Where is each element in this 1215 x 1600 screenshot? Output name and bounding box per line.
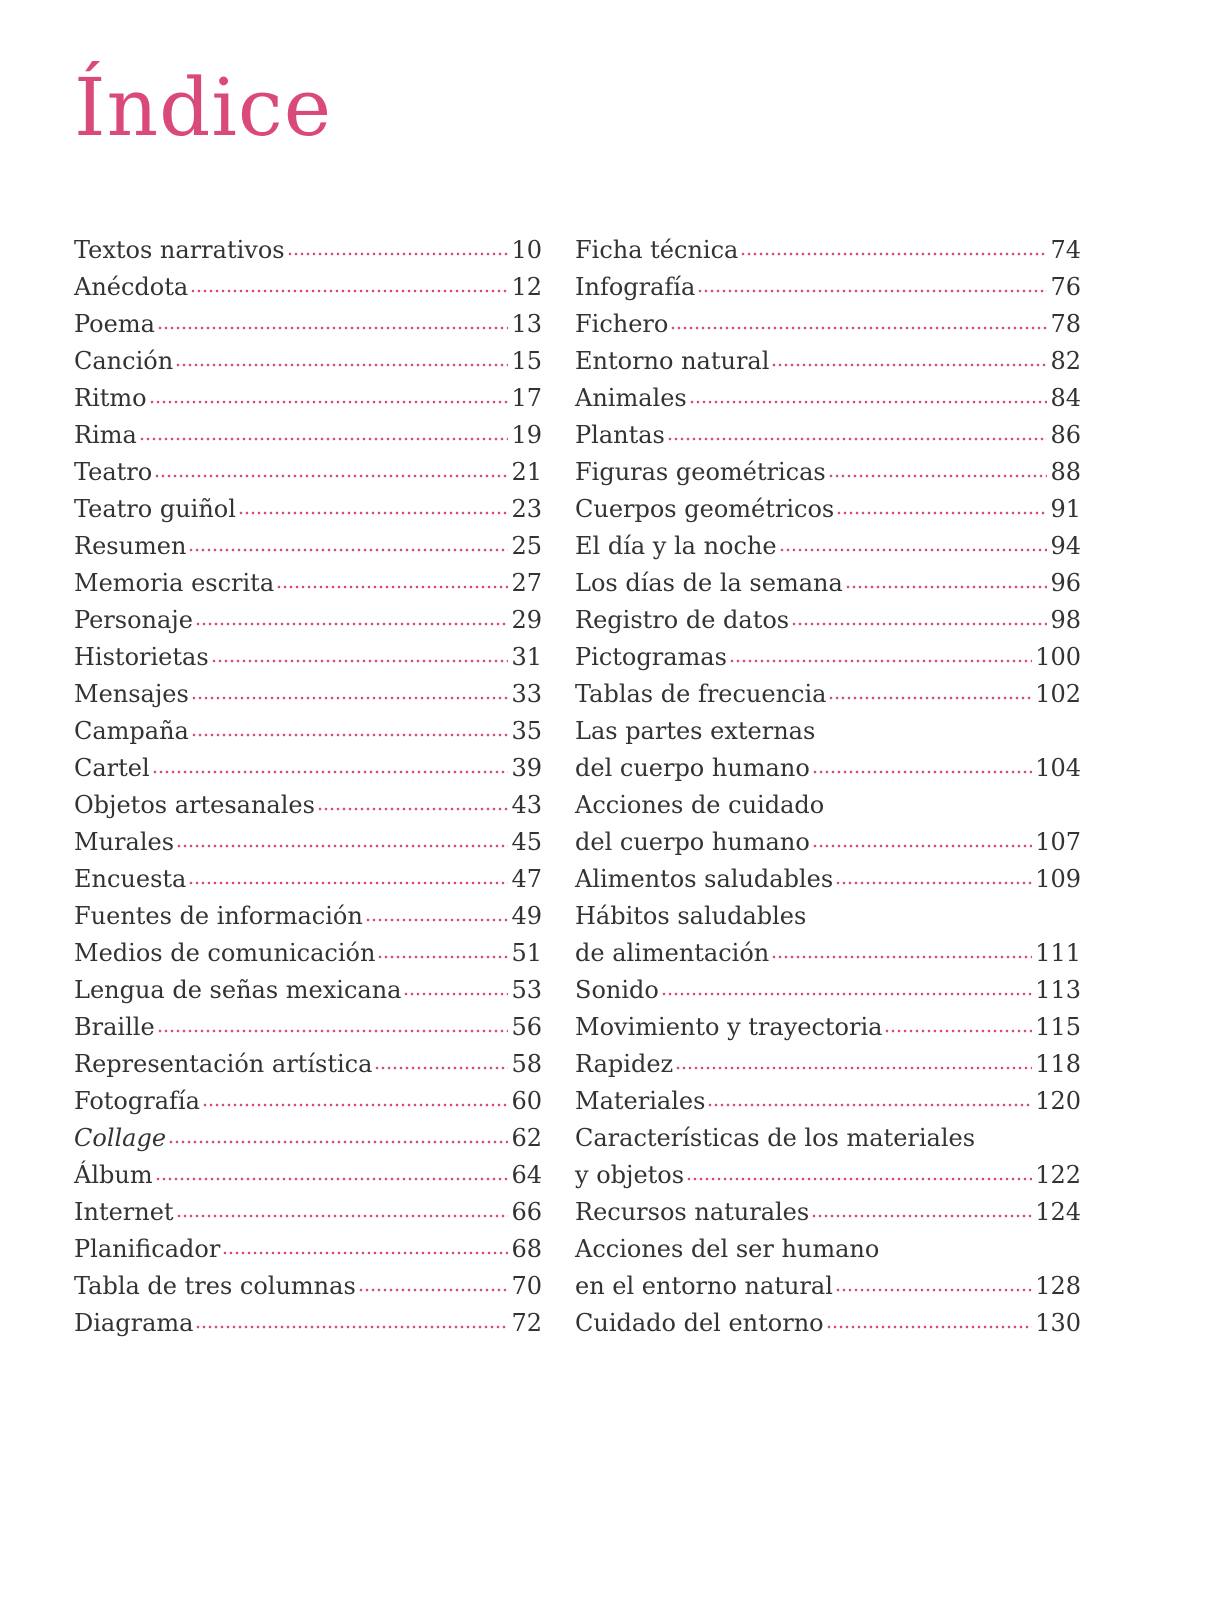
dotted-leader (791, 621, 1047, 627)
toc-entry-row (74, 454, 542, 491)
toc-item (575, 1194, 1081, 1231)
dotted-leader (202, 1102, 509, 1108)
toc-entry-row (74, 1120, 542, 1157)
toc-item-title: Entorno natural (575, 347, 770, 375)
toc-entry-row (74, 343, 542, 380)
toc-entry-row (74, 972, 542, 1009)
toc-item (74, 1157, 542, 1194)
toc-item (575, 269, 1081, 306)
toc-item-page-number: 43 (511, 791, 542, 819)
toc-entry-row (575, 1157, 1081, 1194)
toc-item (74, 232, 542, 269)
dotted-leader (707, 1102, 1032, 1108)
toc-entry-row (74, 898, 542, 935)
toc-item-title: Poema (74, 310, 155, 338)
toc-item-title: Canción (74, 347, 174, 375)
dotted-leader (157, 325, 509, 331)
toc-item-title: Plantas (575, 421, 665, 449)
toc-left-column (74, 232, 542, 1342)
toc-item (74, 269, 542, 306)
toc-entry-row (575, 602, 1081, 639)
toc-item-title: Memoria escrita (74, 569, 275, 597)
dotted-leader (222, 1250, 508, 1256)
toc-item (74, 1194, 542, 1231)
toc-entry-row (575, 1083, 1081, 1120)
toc-entry-row (575, 1009, 1081, 1046)
dotted-leader (176, 1213, 509, 1219)
toc-item-page-number: 10 (511, 236, 542, 264)
toc-item-title: Campaña (74, 717, 189, 745)
dotted-leader (191, 732, 509, 738)
toc-entry-row (575, 861, 1081, 898)
toc-item-title: Recursos naturales (575, 1198, 810, 1226)
toc-item-page-number: 113 (1035, 976, 1081, 1004)
toc-item (74, 1268, 542, 1305)
toc-item (74, 1083, 542, 1120)
dotted-leader (667, 436, 1048, 442)
toc-item-page-number: 128 (1035, 1272, 1081, 1300)
toc-item-page-number: 21 (511, 458, 542, 486)
toc-entry-row (74, 417, 542, 454)
toc-item-page-number: 51 (511, 939, 542, 967)
dotted-leader (155, 1176, 509, 1182)
toc-entry-row (575, 972, 1081, 1009)
toc-item (74, 343, 542, 380)
toc-item (74, 787, 542, 824)
dotted-leader (845, 584, 1048, 590)
dotted-leader (826, 1324, 1033, 1330)
toc-item-title: Figuras geométricas (575, 458, 826, 486)
dotted-leader (811, 1213, 1032, 1219)
toc-entry-row (74, 935, 542, 972)
toc-item-title-line: Acciones de cuidado (575, 791, 825, 819)
toc-item-page-number: 27 (511, 569, 542, 597)
toc-item (575, 454, 1081, 491)
toc-entry-row (74, 1231, 542, 1268)
toc-item-title: Sonido (575, 976, 659, 1004)
toc-item-title: Materiales (575, 1087, 706, 1115)
toc-entry-row (74, 676, 542, 713)
dotted-leader (377, 954, 508, 960)
dotted-leader (771, 954, 1032, 960)
toc-item (74, 824, 542, 861)
toc-item-title: Lengua de señas mexicana (74, 976, 402, 1004)
toc-item-title: Collage (74, 1124, 167, 1152)
toc-entry-row (74, 602, 542, 639)
dotted-leader (176, 843, 508, 849)
dotted-leader (149, 399, 509, 405)
toc-item-page-number: 118 (1035, 1050, 1081, 1078)
dotted-leader (191, 695, 509, 701)
dotted-leader (195, 621, 509, 627)
toc-item-title: Infografía (575, 273, 696, 301)
toc-item-title: Fotografía (74, 1087, 200, 1115)
dotted-leader (828, 473, 1048, 479)
toc-item (575, 676, 1081, 713)
toc-item-title-line: Características de los materiales (575, 1124, 976, 1152)
toc-item-title: del cuerpo humano (575, 828, 810, 856)
toc-entry-row (575, 565, 1081, 602)
toc-item-page-number: 64 (511, 1161, 542, 1189)
toc-item (74, 1046, 542, 1083)
toc-item-page-number: 115 (1035, 1013, 1081, 1041)
toc-item-title: de alimentación (575, 939, 770, 967)
toc-entry-row (74, 1009, 542, 1046)
toc-item-page-number: 15 (511, 347, 542, 375)
toc-item (74, 417, 542, 454)
toc-item-page-number: 29 (511, 606, 542, 634)
toc-item-title: Braille (74, 1013, 155, 1041)
toc-entry-row (74, 269, 542, 306)
dotted-leader (835, 880, 1032, 886)
toc-entry-row (575, 750, 1081, 787)
toc-item (74, 306, 542, 343)
dotted-leader (211, 658, 509, 664)
toc-entry-row (74, 861, 542, 898)
toc-item-title: Historietas (74, 643, 209, 671)
toc-item-title: Ritmo (74, 384, 147, 412)
toc-item-page-number: 82 (1050, 347, 1081, 375)
toc-item-title: Planificador (74, 1235, 221, 1263)
toc-item-page-number: 49 (511, 902, 542, 930)
dotted-leader (157, 1028, 509, 1034)
toc-item-page-number: 70 (511, 1272, 542, 1300)
toc-item-page-number: 56 (511, 1013, 542, 1041)
toc-item-page-number: 130 (1035, 1309, 1081, 1337)
dotted-leader (287, 251, 509, 257)
toc-item-title: Rima (74, 421, 137, 449)
toc-item (575, 787, 1081, 861)
toc-item (74, 639, 542, 676)
dotted-leader (195, 1324, 508, 1330)
toc-entry-row (74, 1083, 542, 1120)
dotted-leader (175, 362, 508, 368)
dotted-leader (661, 991, 1032, 997)
dotted-leader (686, 1176, 1032, 1182)
toc-item-title: Encuesta (74, 865, 187, 893)
toc-item (575, 306, 1081, 343)
dotted-leader (828, 695, 1032, 701)
toc-item-page-number: 76 (1050, 273, 1081, 301)
toc-item-title: Pictogramas (575, 643, 727, 671)
dotted-leader (729, 658, 1032, 664)
dotted-leader (779, 547, 1048, 553)
dotted-leader (168, 1139, 508, 1145)
toc-item (575, 1305, 1081, 1342)
toc-item (74, 676, 542, 713)
toc-item-title: Animales (575, 384, 687, 412)
toc-item (575, 1009, 1081, 1046)
toc-item-title: en el entorno natural (575, 1272, 833, 1300)
toc-entry-row (575, 676, 1081, 713)
toc-item-title: Cartel (74, 754, 150, 782)
toc-entry-row (74, 380, 542, 417)
dotted-leader (812, 769, 1032, 775)
toc-item (74, 713, 542, 750)
toc-item-page-number: 74 (1050, 236, 1081, 264)
toc-entry-row (575, 1268, 1081, 1305)
toc-item-page-number: 78 (1050, 310, 1081, 338)
toc-item-title: Medios de comunicación (74, 939, 376, 967)
toc-item-page-number: 102 (1035, 680, 1081, 708)
toc-item-title: Teatro guiñol (74, 495, 236, 523)
toc-item-title: y objetos (575, 1161, 685, 1189)
toc-item (74, 972, 542, 1009)
toc-entry-row (74, 639, 542, 676)
toc-item-page-number: 66 (511, 1198, 542, 1226)
toc-entry-row (575, 269, 1081, 306)
toc-item-page-number: 47 (511, 865, 542, 893)
toc-item-title: Ficha técnica (575, 236, 739, 264)
toc-entry-row (575, 343, 1081, 380)
toc-entry-row (575, 232, 1081, 269)
toc-entry-row (74, 232, 542, 269)
dotted-leader (835, 1287, 1032, 1293)
toc-entry-row (575, 380, 1081, 417)
toc-entry-row (575, 824, 1081, 861)
toc-item-title: Anécdota (74, 273, 189, 301)
dotted-leader (884, 1028, 1032, 1034)
toc-item-page-number: 45 (511, 828, 542, 856)
toc-entry-row (74, 565, 542, 602)
toc-item (575, 1231, 1081, 1305)
toc-item-title: Objetos artesanales (74, 791, 315, 819)
toc-item-page-number: 111 (1035, 939, 1081, 967)
toc-entry-row (74, 1194, 542, 1231)
toc-item-title: Tabla de tres columnas (74, 1272, 356, 1300)
toc-entry-row (74, 1157, 542, 1194)
toc-item (74, 861, 542, 898)
toc-entry-row (575, 528, 1081, 565)
dotted-leader (670, 325, 1047, 331)
toc-item-title: Internet (74, 1198, 174, 1226)
toc-item-page-number: 12 (511, 273, 542, 301)
toc-item-page-number: 122 (1035, 1161, 1081, 1189)
toc-item-title: Tablas de frecuencia (575, 680, 827, 708)
toc-item-page-number: 17 (511, 384, 542, 412)
toc-item-page-number: 94 (1050, 532, 1081, 560)
toc-item-title: del cuerpo humano (575, 754, 810, 782)
toc-item-page-number: 13 (511, 310, 542, 338)
toc-item-title: Personaje (74, 606, 193, 634)
toc-item-title: Fuentes de información (74, 902, 363, 930)
dotted-leader (403, 991, 508, 997)
toc-entry-row (74, 528, 542, 565)
toc-item (74, 750, 542, 787)
toc-item (575, 1120, 1081, 1194)
toc-item-title: Registro de datos (575, 606, 790, 634)
toc-entry-row (74, 1046, 542, 1083)
toc-item (575, 602, 1081, 639)
toc-entry-row (575, 1194, 1081, 1231)
toc-item-page-number: 86 (1050, 421, 1081, 449)
toc-entry-row (74, 306, 542, 343)
toc-item-page-number: 107 (1035, 828, 1081, 856)
toc-item-page-number: 60 (511, 1087, 542, 1115)
toc-item-page-number: 104 (1035, 754, 1081, 782)
toc-item-page-number: 39 (511, 754, 542, 782)
toc-item-page-number: 23 (511, 495, 542, 523)
toc-item-page-number: 53 (511, 976, 542, 1004)
dotted-leader (675, 1065, 1032, 1071)
toc-item-page-number: 68 (511, 1235, 542, 1263)
toc-item-page-number: 62 (511, 1124, 542, 1152)
dotted-leader (365, 917, 509, 923)
toc-entry-row (74, 491, 542, 528)
dotted-leader (276, 584, 508, 590)
dotted-leader (740, 251, 1047, 257)
toc-item-title: Alimentos saludables (575, 865, 834, 893)
toc-item (74, 602, 542, 639)
toc-item (74, 1231, 542, 1268)
toc-item (575, 380, 1081, 417)
toc-entry-row (575, 306, 1081, 343)
toc-entry-row (575, 491, 1081, 528)
toc-item (575, 528, 1081, 565)
toc-item-page-number: 31 (511, 643, 542, 671)
toc-item-page-number: 96 (1050, 569, 1081, 597)
toc-item-title: El día y la noche (575, 532, 777, 560)
toc-item (575, 713, 1081, 787)
toc-item-page-number: 84 (1050, 384, 1081, 412)
dotted-leader (238, 510, 509, 516)
toc-item-title: Teatro (74, 458, 153, 486)
toc-item (74, 454, 542, 491)
toc-entry-row (74, 1305, 542, 1342)
toc-item-page-number: 72 (511, 1309, 542, 1337)
dotted-leader (190, 288, 508, 294)
toc-entry-row (575, 417, 1081, 454)
dotted-leader (374, 1065, 508, 1071)
toc-item-title: Representación artística (74, 1050, 373, 1078)
toc-item (575, 1046, 1081, 1083)
toc-entry-row (575, 454, 1081, 491)
toc-item (575, 565, 1081, 602)
toc-entry-row (74, 750, 542, 787)
toc-item (74, 565, 542, 602)
toc-item-title: Los días de la semana (575, 569, 843, 597)
toc-item-title: Resumen (74, 532, 187, 560)
toc-item (74, 898, 542, 935)
toc-item-title: Fichero (575, 310, 669, 338)
dotted-leader (697, 288, 1047, 294)
dotted-leader (139, 436, 509, 442)
toc-item (74, 1305, 542, 1342)
toc-right-column (575, 232, 1081, 1342)
toc-item-page-number: 120 (1035, 1087, 1081, 1115)
toc-item (575, 343, 1081, 380)
toc-item-title: Movimiento y trayectoria (575, 1013, 883, 1041)
dotted-leader (812, 843, 1032, 849)
toc-item (575, 491, 1081, 528)
toc-item (575, 1083, 1081, 1120)
toc-item-page-number: 109 (1035, 865, 1081, 893)
toc-item-page-number: 91 (1050, 495, 1081, 523)
toc-item (74, 1009, 542, 1046)
toc-item-page-number: 35 (511, 717, 542, 745)
toc-item (74, 491, 542, 528)
toc-entry-row (575, 1305, 1081, 1342)
toc-entry-row (74, 824, 542, 861)
toc-item (74, 1120, 542, 1157)
toc-entry-row (575, 1046, 1081, 1083)
dotted-leader (358, 1287, 509, 1293)
toc-item (74, 935, 542, 972)
toc-item-title: Rapidez (575, 1050, 674, 1078)
toc-item-title: Álbum (74, 1161, 153, 1189)
toc-item (74, 380, 542, 417)
toc-item-page-number: 88 (1050, 458, 1081, 486)
toc-entry-row (74, 713, 542, 750)
toc-item-title-line: Acciones del ser humano (575, 1235, 880, 1263)
toc-item (575, 972, 1081, 1009)
toc-item-page-number: 124 (1035, 1198, 1081, 1226)
toc-item-page-number: 100 (1035, 643, 1081, 671)
toc-item-page-number: 98 (1050, 606, 1081, 634)
toc-entry-row (74, 1268, 542, 1305)
toc-entry-row (575, 935, 1081, 972)
toc-item (74, 528, 542, 565)
dotted-leader (188, 547, 508, 553)
toc-item (575, 861, 1081, 898)
dotted-leader (771, 362, 1047, 368)
toc-item (575, 639, 1081, 676)
dotted-leader (152, 769, 509, 775)
dotted-leader (689, 399, 1048, 405)
page-title: Índice (74, 61, 333, 154)
dotted-leader (836, 510, 1047, 516)
toc-item (575, 898, 1081, 972)
toc-item-title: Diagrama (74, 1309, 194, 1337)
toc-item-page-number: 58 (511, 1050, 542, 1078)
toc-item (575, 232, 1081, 269)
toc-item-title: Cuerpos geométricos (575, 495, 835, 523)
toc-entry-row (575, 639, 1081, 676)
toc-item-page-number: 19 (511, 421, 542, 449)
toc-item (575, 417, 1081, 454)
dotted-leader (154, 473, 508, 479)
toc-item-page-number: 33 (511, 680, 542, 708)
toc-item-title-line: Hábitos saludables (575, 902, 807, 930)
toc-item-title: Textos narrativos (74, 236, 285, 264)
toc-item-title: Cuidado del entorno (575, 1309, 824, 1337)
toc-item-page-number: 25 (511, 532, 542, 560)
toc-item-title-line: Las partes externas (575, 717, 816, 745)
dotted-leader (188, 880, 508, 886)
toc-item-title: Murales (74, 828, 175, 856)
dotted-leader (317, 806, 509, 812)
toc-item-title: Mensajes (74, 680, 189, 708)
toc-entry-row (74, 787, 542, 824)
